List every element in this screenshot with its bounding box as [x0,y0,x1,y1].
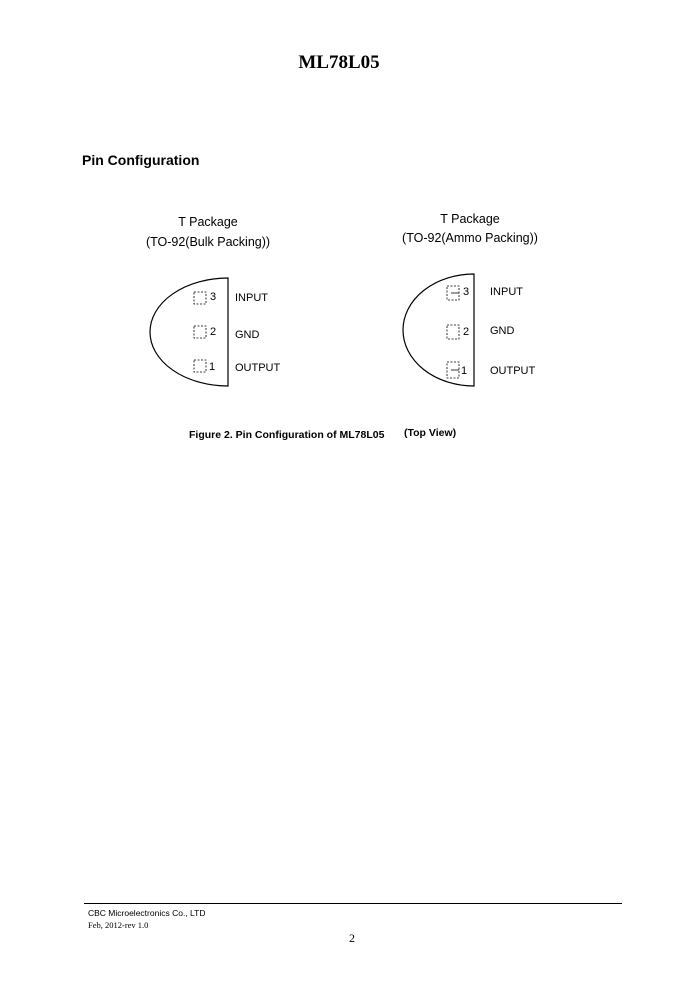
package-1-pin1-box [194,360,206,372]
package-1-pin1-number: 1 [209,361,216,373]
package-2-name: T Package [440,212,500,226]
package-2-pin2-number: 2 [463,326,470,338]
footer-company: CBC Microelectronics Co., LTD [88,908,206,918]
figure-caption: Figure 2. Pin Configuration of ML78L05 [189,429,385,441]
package-2-pin2-box [447,325,459,339]
package-2-pin3-label: INPUT [490,286,523,298]
footer-divider [84,903,622,904]
page-number: 2 [349,931,355,945]
package-1-body [150,278,228,386]
package-1-pin3-label: INPUT [235,292,268,304]
section-heading: Pin Configuration [82,152,200,168]
package-1-variant: (TO-92(Bulk Packing)) [145,235,271,249]
package-1-pin2-number: 2 [210,326,217,338]
footer-date-revision: Feb, 2012-rev 1.0 [88,920,149,930]
package-1-pin2-label: GND [235,329,260,341]
figure-view-note: (Top View) [404,427,457,439]
package-2-pin1-number: 1 [461,365,468,377]
package-2-pin1-label: OUTPUT [490,365,536,377]
package-2-pin2-label: GND [490,325,515,337]
package-1-pin3-number: 3 [210,291,217,303]
package-2-variant: (TO-92(Ammo Packing)) [402,231,538,245]
document-title: ML78L05 [298,52,380,73]
package-1-pin1-label: OUTPUT [235,362,281,374]
package-2-pin3-number: 3 [463,286,470,298]
package-1-pin3-box [194,292,206,304]
package-1-pin2-box [194,326,206,338]
package-1-name: T Package [178,215,238,229]
